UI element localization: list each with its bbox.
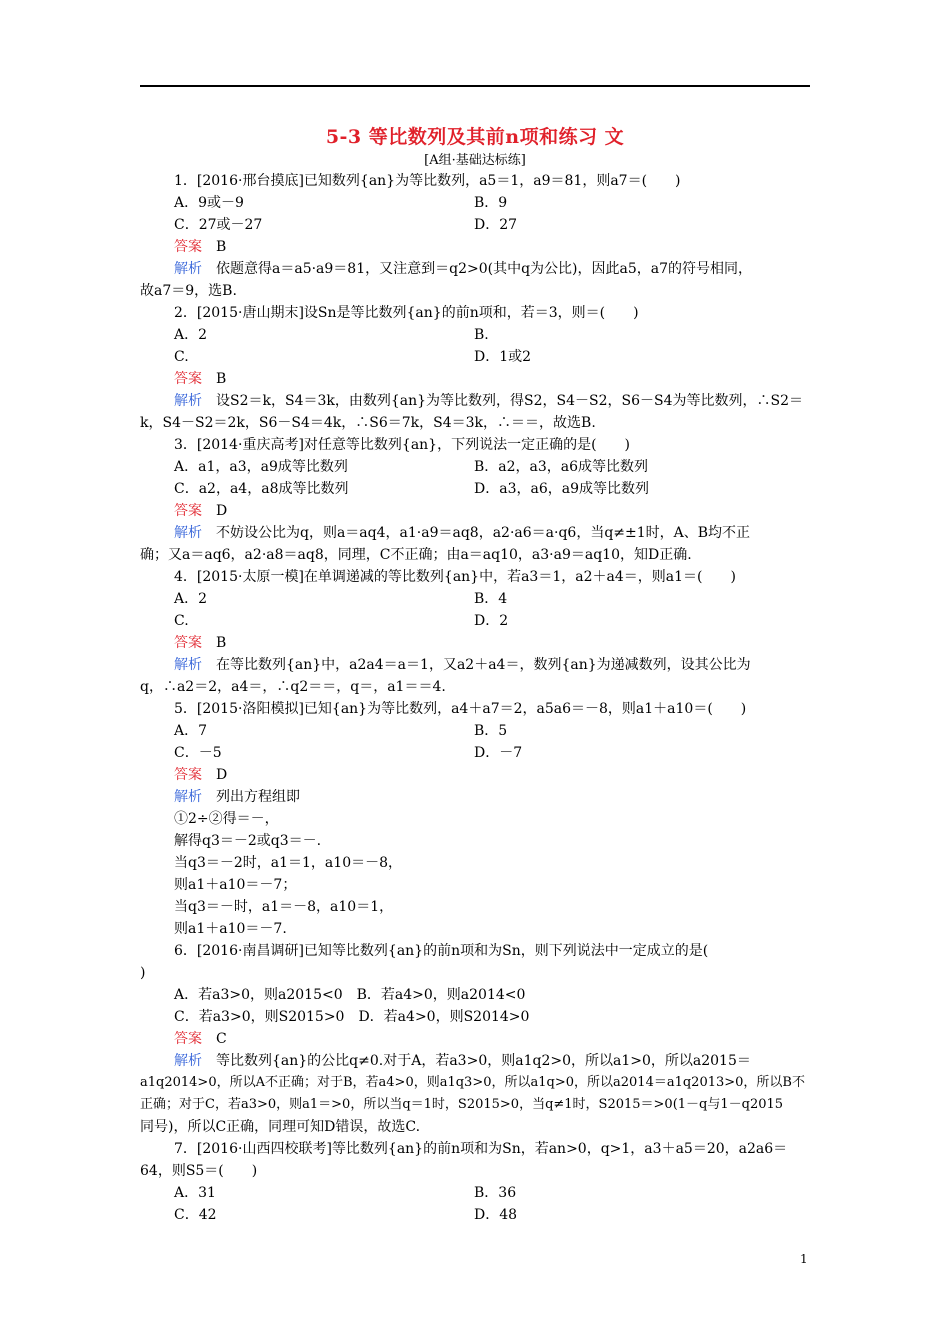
option-a: A．7 [174,723,208,739]
option-b: B．a2，a3，a6成等比数列 [474,459,649,475]
question-6-options-cd: C．若a3>0，则S2015>0 D．若a4>0，则S2014>0 [174,1009,530,1025]
analysis-text: 等比数列{an}的公比q≠0.对于A，若a3>0，则a1q2>0，所以a1>0，所以a2015＝ [216,1053,751,1069]
section-subtitle: [A组·基础达标练] [424,153,526,168]
option-b: B．4 [474,591,508,607]
question-3-analysis [140,522,812,544]
analysis-text: 不妨设公比为q，则a＝aq4，a1·a9＝aq8，a2·a6＝a·q6，当q≠±1时，A、B均不正 [216,525,751,541]
question-4-options-row-1 [140,588,812,610]
option-d: D．48 [474,1207,518,1223]
question-4-stem: 4．[2015·太原一模]在单调递减的等比数列{an}中，若a3＝1，a2＋a4＝，则a1＝( ) [174,569,736,585]
analysis-label: 解析 [174,1053,202,1069]
option-c: C．－5 [174,745,222,761]
question-6-options-ab: A．若a3>0，则a2015<0 B．若a4>0，则a2014<0 [174,987,526,1003]
answer-label: 答案 [174,767,202,783]
option-c: C．27或－27 [174,217,263,233]
option-b: B．36 [474,1185,517,1201]
question-7-stem: 7．[2016·山西四校联考]等比数列{an}的前n项和为Sn，若an>0，q>1，a3＋a5＝20，a2a6＝ [174,1141,788,1157]
analysis-text: 在等比数列{an}中，a2a4＝a＝1，又a2＋a4＝，数列{an}为递减数列，设其公比为 [216,657,751,673]
option-d: D．27 [474,217,518,233]
answer-label: 答案 [174,503,202,519]
answer-value: B [216,371,227,387]
question-6-stem: 6．[2016·南昌调研]已知等比数列{an}的前n项和为Sn，则下列说法中一定成立的是( [174,943,709,959]
option-b: B．5 [474,723,508,739]
option-d: D．－7 [474,745,523,761]
option-c: C．a2，a4，a8成等比数列 [174,481,349,497]
analysis-step: 则a1＋a10＝－7； [174,877,297,893]
option-b: B. [474,327,489,343]
answer-label: 答案 [174,239,202,255]
question-2-answer [140,368,812,390]
option-d: D．1或2 [474,349,532,365]
question-2-analysis-cont: k，S4－S2＝2k，S6－S4＝4k，∴S6＝7k，S4＝3k，∴＝＝，故选B. [140,415,596,431]
analysis-label: 解析 [174,789,202,805]
analysis-step: 解得q3＝－2或q3＝－. [174,833,322,849]
analysis-step: 当q3＝－时，a1＝－8，a10＝1， [174,899,394,915]
answer-value: B [216,239,227,255]
question-2-stem: 2．[2015·唐山期末]设Sn是等比数列{an}的前n项和，若＝3，则＝( ) [174,305,639,321]
option-c: C. [174,349,189,365]
question-6-analysis [140,1050,812,1072]
option-a: A．a1，a3，a9成等比数列 [174,459,348,475]
question-1-analysis-cont: 故a7＝9，选B. [140,283,237,299]
question-4-answer [140,632,812,654]
answer-value: C [216,1031,227,1047]
option-d: D．a3，a6，a9成等比数列 [474,481,649,497]
analysis-step: 当q3＝－2时，a1＝1，a10＝－8， [174,855,403,871]
option-c: C．42 [174,1207,217,1223]
answer-label: 答案 [174,1031,202,1047]
question-3-answer [140,500,812,522]
question-7-options-row-2 [140,1204,812,1226]
question-1-answer [140,236,812,258]
question-3-options-row-1 [140,456,812,478]
analysis-label: 解析 [174,393,202,409]
question-3-stem: 3．[2014·重庆高考]对任意等比数列{an}，下列说法一定正确的是( ) [174,437,631,453]
header-rule [140,85,810,87]
question-6-stem-cont: ) [140,965,146,981]
page-number: 1 [800,1252,808,1266]
page-title: 5-3 等比数列及其前n项和练习 文 [325,126,625,148]
analysis-label: 解析 [174,261,202,277]
option-a: A．2 [174,591,208,607]
question-4-options-row-2 [140,610,812,632]
option-a: A．2 [174,327,208,343]
analysis-label: 解析 [174,525,202,541]
question-6-analysis-cont: 同号)，所以C正确，同理可知D错误，故选C. [140,1119,421,1135]
option-a: A．31 [174,1185,216,1201]
option-d: D．2 [474,613,509,629]
question-6-analysis-cont: a1q2014>0，所以A不正确；对于B，若a4>0，则a1q3>0，所以a1q>0，所以a2014＝a1q2013>0，所以B不 [140,1075,805,1090]
question-1-analysis [140,258,812,280]
question-1-stem: 1．[2016·邢台摸底]已知数列{an}为等比数列，a5＝1，a9＝81，则a7＝( ) [174,173,681,189]
analysis-step: 则a1＋a10＝－7. [174,921,287,937]
question-5-analysis [140,786,812,808]
document-body [140,170,812,1226]
question-2-analysis [140,390,812,412]
option-a: A．9或－9 [174,195,244,211]
question-5-stem: 5．[2015·洛阳模拟]已知{an}为等比数列，a4＋a7＝2，a5a6＝－8，则a1＋a10＝( ) [174,701,747,717]
question-5-options-row-2 [140,742,812,764]
option-c: C. [174,613,189,629]
question-3-options-row-2 [140,478,812,500]
question-5-options-row-1 [140,720,812,742]
answer-value: D [216,767,228,783]
question-4-analysis [140,654,812,676]
question-2-options-row-2 [140,346,812,368]
option-b: B．9 [474,195,508,211]
question-5-answer [140,764,812,786]
question-7-stem-cont: 64，则S5＝( ) [140,1163,258,1179]
question-2-options-row-1 [140,324,812,346]
question-1-options-row-1 [140,192,812,214]
question-6-answer [140,1028,812,1050]
answer-value: D [216,503,228,519]
answer-label: 答案 [174,635,202,651]
analysis-text: 列出方程组即 [216,789,300,805]
question-6-analysis-cont: 正确；对于C，若a3>0，则a1＝>0，所以当q＝1时，S2015>0，当q≠1时，S2015＝>0(1－q与1－q2015 [140,1097,784,1112]
analysis-text: 设S2＝k，S4＝3k，由数列{an}为等比数列，得S2，S4－S2，S6－S4为等比数列，∴S2＝ [216,393,804,409]
question-7-options-row-1 [140,1182,812,1204]
analysis-label: 解析 [174,657,202,673]
question-1-options-row-2 [140,214,812,236]
answer-value: B [216,635,227,651]
question-3-analysis-cont: 确；又a＝aq6，a2·a8＝aq8，同理，C不正确；由a＝aq10，a3·a9＝aq10，知D正确. [140,547,692,563]
analysis-text: 依题意得a＝a5·a9＝81，又注意到＝q2>0(其中q为公比)，因此a5，a7的符号相同， [216,261,753,277]
answer-label: 答案 [174,371,202,387]
analysis-step: ①2÷②得＝－， [174,811,279,827]
question-4-analysis-cont: q，∴a2＝2，a4＝，∴q2＝＝，q＝，a1＝＝4. [140,679,446,695]
